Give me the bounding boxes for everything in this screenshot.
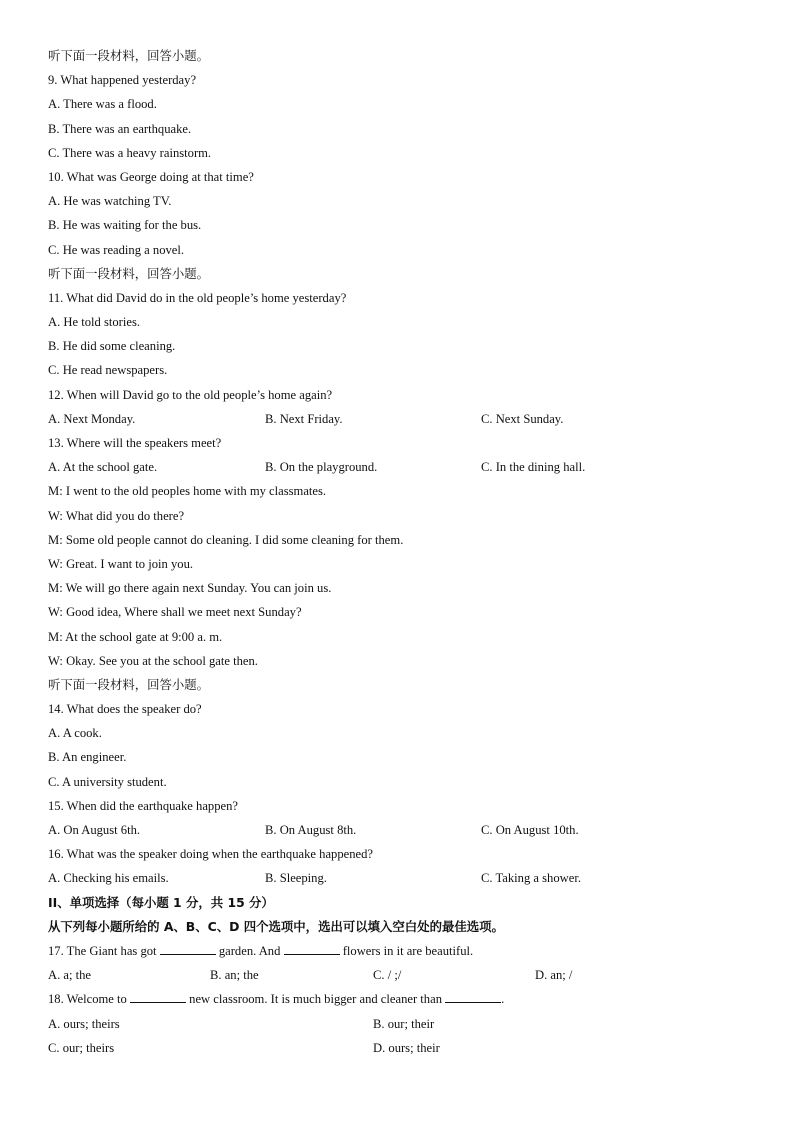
options-12 [48,407,748,431]
option-10a: A. He was watching TV. [48,194,172,209]
dialogue-line: W: Okay. See you at the school gate then. [48,653,258,668]
question-17 [48,939,748,963]
option-10c: C. He was reading a novel. [48,242,185,257]
option-16b: B. Sleeping. [265,871,327,886]
dialogue-line: M: I went to the old peoples home with my classmates. [48,484,327,499]
option-9c: C. There was a heavy rainstorm. [48,145,212,160]
options-18-row2 [48,1036,748,1060]
question-18-text: . [501,992,505,1007]
question-15: 15. When did the earthquake happen? [48,798,239,813]
question-16: 16. What was the speaker doing when the earthquake happened? [48,847,373,862]
exam-page [48,44,748,1060]
part-2-instruction: 从下列每小题所给的 A、B、C、D 四个选项中，选出可以填入空白处的最佳选项。 [48,918,504,934]
dialogue-line: W: Great. I want to join you. [48,556,194,571]
answer-blank [130,990,186,1003]
answer-blank [445,990,501,1003]
option-18a: A. ours; theirs [48,1016,120,1031]
options-16 [48,866,748,890]
section-heading: 听下面一段材料，回答小题。 [48,676,210,692]
dialogue-line: M: At the school gate at 9:00 a. m. [48,629,223,644]
question-18-text: 18. Welcome to [48,992,130,1007]
question-17-text: garden. And [215,943,284,958]
option-17a: A. a; the [48,968,92,983]
question-9: 9. What happened yesterday? [48,73,197,88]
option-14a: A. A cook. [48,726,102,741]
option-18c: C. our; theirs [48,1040,115,1055]
part-2-title: II、单项选择（每小题 1 分，共 15 分） [48,894,274,910]
option-10b: B. He was waiting for the bus. [48,218,202,233]
option-13b: B. On the playground. [265,460,378,475]
option-15b: B. On August 8th. [265,823,357,837]
question-14: 14. What does the speaker do? [48,702,202,717]
answer-blank [160,942,216,955]
option-13a: A. At the school gate. [48,460,158,475]
dialogue-line: W: What did you do there? [48,508,185,523]
options-18-row1 [48,1012,748,1036]
section-heading: 听下面一段材料，回答小题。 [48,265,210,281]
option-11c: C. He read newspapers. [48,363,168,378]
question-17-text: flowers in it are beautiful. [339,943,474,958]
question-18-text: new classroom. It is much bigger and cleaner than [186,992,446,1007]
option-11a: A. He told stories. [48,315,140,330]
option-18b: B. our; their [373,1016,435,1031]
option-18d: D. ours; their [373,1040,440,1055]
option-12a: A. Next Monday. [48,411,136,426]
option-9b: B. There was an earthquake. [48,121,192,136]
option-17c: C. / ;/ [373,968,402,983]
option-17b: B. an; the [210,968,259,983]
option-15c: C. On August 10th. [481,823,579,837]
question-12: 12. When will David go to the old people’s home again? [48,387,333,402]
option-16c: C. Taking a shower. [481,871,581,886]
options-13 [48,455,748,479]
question-13: 13. Where will the speakers meet? [48,436,222,450]
option-13c: C. In the dining hall. [481,460,586,475]
options-17 [48,963,748,987]
dialogue-line: M: We will go there again next Sunday. You can join us. [48,581,332,596]
option-11b: B. He did some cleaning. [48,339,176,354]
section-heading: 听下面一段材料，回答小题。 [48,48,210,63]
question-17-text: 17. The Giant has got [48,943,160,958]
option-14c: C. A university student. [48,774,167,789]
option-9a: A. There was a flood. [48,97,157,112]
option-16a: A. Checking his emails. [48,871,169,886]
option-15a: A. On August 6th. [48,823,141,837]
option-12c: C. Next Sunday. [481,411,564,426]
dialogue-line: M: Some old people cannot do cleaning. I did some cleaning for them. [48,532,404,547]
question-10: 10. What was George doing at that time? [48,169,254,184]
option-14b: B. An engineer. [48,750,127,765]
option-12b: B. Next Friday. [265,411,343,426]
options-15 [48,818,748,842]
dialogue-line: W: Good idea, Where shall we meet next Sunday? [48,605,302,620]
answer-blank [284,942,340,955]
question-11: 11. What did David do in the old people’s home yesterday? [48,290,347,305]
option-17d: D. an; / [535,968,573,983]
question-18 [48,987,748,1011]
